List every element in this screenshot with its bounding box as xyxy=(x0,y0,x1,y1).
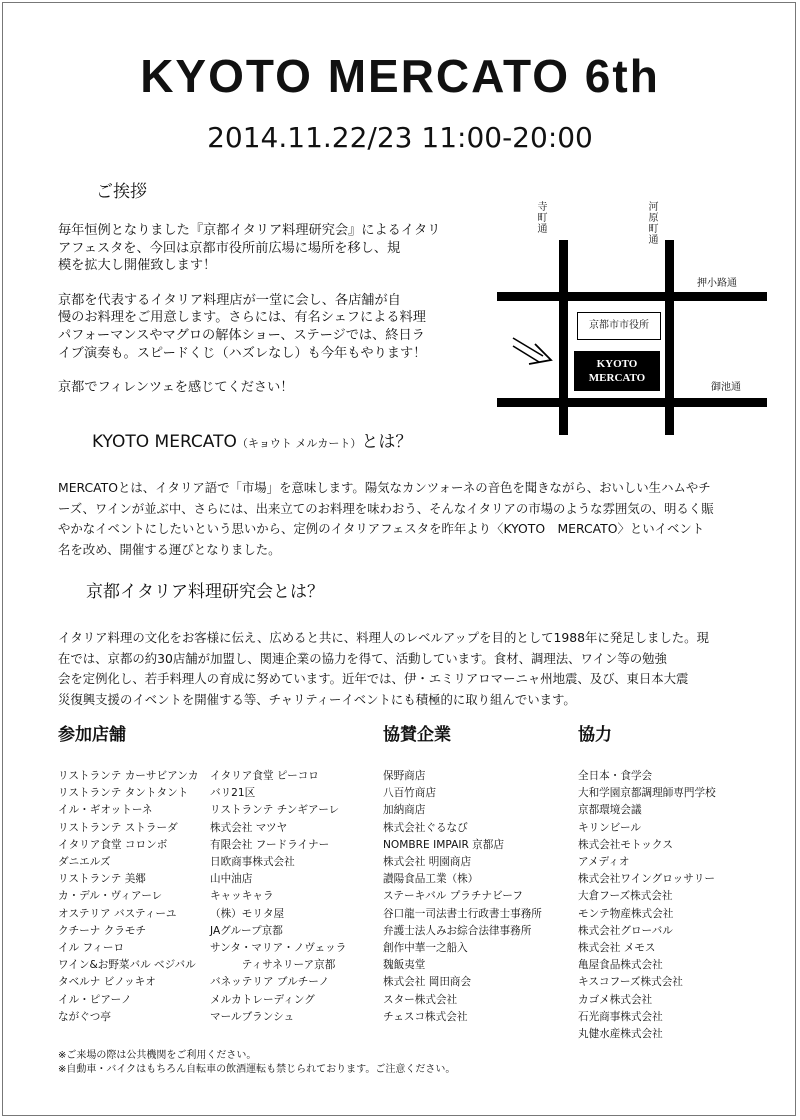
text-line: 会を定例化し、若手料理人の育成に努めています。近年では、伊・エミリアロマーニャ州地震、及び、東日本大震 xyxy=(58,671,689,686)
list-item: 保野商店 xyxy=(383,770,426,782)
list-item: メルカトレーディング xyxy=(210,993,315,1006)
text-line: 毎年恒例となりました『京都イタリア料理研究会』によるイタリ xyxy=(58,223,441,238)
text-line: 名を改め、開催する運びとなりました。 xyxy=(58,541,281,557)
list-item: カゴメ株式会社 xyxy=(578,993,653,1006)
venue-map xyxy=(497,200,767,435)
venue-name-line1: KYOTO xyxy=(596,358,638,370)
list-item: 山中油店 xyxy=(210,873,253,886)
arrow-icon xyxy=(511,332,555,366)
list-item: ワイン&お野菜バル ベジバル xyxy=(58,959,196,972)
list-item: リストランテ 美郷 xyxy=(58,873,146,886)
label-kawaramachi: 河原町通 xyxy=(648,202,659,246)
list-item: カ・デル・ヴィアーレ xyxy=(58,890,163,903)
list-item: 大和学園京都調理師専門学校 xyxy=(578,787,716,800)
list-item: 株式会社ぐるなび xyxy=(383,821,468,834)
list-item: 創作中華一之船入 xyxy=(383,942,468,955)
list-item: ティサネリーア京都 xyxy=(210,959,336,972)
list-item: 谷口龍一司法書士行政書士事務所 xyxy=(383,907,542,920)
list-item: チェスコ株式会社 xyxy=(383,1010,468,1023)
footnote: ※自動車・バイクはもちろん自転車の飲酒運転も禁じられております。ご注意ください。 xyxy=(58,1063,456,1075)
text-line: イタリア料理の文化をお客様に伝え、広めると共に、料理人のレベルアップを目的として1988年に発足しました。現 xyxy=(58,630,709,645)
list-item: 弁護士法人みお綜合法律事務所 xyxy=(383,924,532,937)
list-item: ながぐつ亭 xyxy=(58,1010,111,1023)
cooperation-title: 協力 xyxy=(578,725,612,745)
text-line: 慢のお料理をご用意します。さらには、有名シェフによる料理 xyxy=(58,310,426,326)
label-oike: 御池通 xyxy=(711,382,741,393)
participants-list-1 xyxy=(58,768,198,1026)
list-item: （株）モリタ屋 xyxy=(210,907,285,920)
footnotes xyxy=(58,1049,455,1076)
text-line: MERCATOとは、イタリア語で「市場」を意味します。陽気なカンツォーネの音色を聞きながら、おいしい生ハムやチ xyxy=(58,480,711,495)
list-item: 丸健水産株式会社 xyxy=(578,1028,663,1041)
list-item: 株式会社 メモス xyxy=(578,942,656,955)
list-item: NOMBRE IMPAIR 京都店 xyxy=(383,838,504,851)
text-line: パフォーマンスやマグロの解体ショー、ステージでは、終日ラ xyxy=(58,327,425,343)
list-item: イル フィーロ xyxy=(58,942,125,955)
list-item: 全日本・食学会 xyxy=(578,770,653,782)
list-item: 八百竹商店 xyxy=(383,787,436,800)
list-item: イル・ギオットーネ xyxy=(58,804,153,817)
list-item: バネッテリア ブルチーノ xyxy=(210,976,330,989)
text-line: 模を拡大し開催致します！ xyxy=(58,258,217,274)
list-item: ダニエルズ xyxy=(58,856,111,869)
list-item: モンテ物産株式会社 xyxy=(578,907,674,920)
list-item: キャッキャラ xyxy=(210,890,274,903)
venue-name-line2: MERCATO xyxy=(588,372,646,384)
list-item: サンタ・マリア・ノヴェッラ xyxy=(210,942,347,955)
text-line: 京都でフィレンツェを感じてください！ xyxy=(58,380,294,396)
mercato-heading xyxy=(92,431,412,455)
list-item: クチーナ クラモチ xyxy=(58,924,147,937)
list-item: 株式会社ワイングロッサリー xyxy=(578,873,715,886)
list-item: イタリア食堂 コロンボ xyxy=(58,838,168,851)
list-item: 株式会社 岡田商会 xyxy=(383,976,472,989)
list-item: リストランテ タントタント xyxy=(58,787,189,800)
list-item: 株式会社 明園商店 xyxy=(383,856,472,869)
text-line: 在では、京都の約30店舗が加盟し、関連企業の協力を得て、活動しています。食材、調理法、ワイン等の勉強 xyxy=(58,650,667,666)
list-item: イタリア食堂 ピーコロ xyxy=(210,770,319,782)
list-item: 亀屋食品株式会社 xyxy=(578,959,663,972)
list-item: 大倉フーズ株式会社 xyxy=(578,890,673,903)
greeting-paragraph-2 xyxy=(58,292,488,362)
list-item: 石光商事株式会社 xyxy=(578,1010,663,1023)
list-item: 京都環境会議 xyxy=(578,804,642,817)
participants-title: 参加店舗 xyxy=(58,725,126,745)
list-item: バリ21区 xyxy=(210,787,256,800)
list-item: 加納商店 xyxy=(383,804,426,817)
text-line: 災復興支援のイベントを開催する等、チャリティーイベントにも積極的に取り組んでいます。 xyxy=(58,691,576,707)
mercato-heading-tail: とは？ xyxy=(361,432,413,452)
list-item: 株式会社モトックス xyxy=(578,838,673,851)
list-item: スター株式会社 xyxy=(383,993,458,1006)
list-item: 讃陽食品工業（株） xyxy=(383,873,479,886)
list-item: リストランテ ストラーダ xyxy=(58,821,178,834)
list-item: 有限会社 フードライナー xyxy=(210,838,330,851)
participants-list-2 xyxy=(210,768,346,1026)
greeting-paragraph-1 xyxy=(58,222,488,275)
footnote: ※ご来場の際は公共機関をご利用ください。 xyxy=(58,1050,257,1061)
list-item: リストランテ チンギアーレ xyxy=(210,804,340,817)
list-item: 魏飯夷堂 xyxy=(383,959,426,972)
list-item: オステリア バスティーユ xyxy=(58,907,177,920)
list-item: マールブランシュ xyxy=(210,1010,295,1023)
mercato-heading-reading: （キョウト メルカート） xyxy=(236,437,362,450)
list-item: ステーキバル プラチナビーフ xyxy=(383,890,523,903)
city-hall: 京都市市役所 xyxy=(577,312,661,340)
list-item: JAグループ京都 xyxy=(210,924,283,937)
text-line: イブ演奏も。スピードくじ（ハズレなし）も今年もやります！ xyxy=(58,345,427,361)
text-line: やかなイベントにしたいという思いから、定例のイタリアフェスタを昨年より〈KYOTO MERCATO〉といイベント xyxy=(58,521,705,536)
list-item: 日欧商事株式会社 xyxy=(210,856,295,869)
mercato-description xyxy=(58,478,748,560)
label-teramachi: 寺町通 xyxy=(537,202,548,235)
event-title: KYOTO MERCATO 6th xyxy=(140,50,660,102)
label-oshikoji: 押小路通 xyxy=(697,278,737,289)
list-item: キスコフーズ株式会社 xyxy=(578,976,683,989)
mercato-heading-main: KYOTO MERCATO xyxy=(92,432,237,452)
greeting-heading: ご挨拶 xyxy=(96,182,147,202)
sponsors-title: 協賛企業 xyxy=(383,725,451,745)
event-date: 2014.11.22/23 11:00-20:00 xyxy=(207,121,593,154)
list-item: 株式会社 マツヤ xyxy=(210,821,288,834)
road-oshikoji xyxy=(497,292,767,301)
list-item: リストランテ カーサビアンカ xyxy=(58,770,199,782)
greeting-body xyxy=(58,222,488,397)
list-item: イル・ピアーノ xyxy=(58,993,132,1006)
road-oike xyxy=(497,398,767,407)
text-line: ーズ、ワインが並ぶ中、さらには、出来立てのお料理を味わおう、そんなイタリアの市場のような雰囲気の、明るく賑 xyxy=(58,500,714,516)
text-line: 京都を代表するイタリア料理店が一堂に会し、各店舗が自 xyxy=(58,292,401,308)
text-line: アフェスタを、今回は京都市役所前広場に場所を移し、規 xyxy=(58,240,401,256)
sponsors-list xyxy=(383,768,542,1026)
list-item: アメディオ xyxy=(578,856,630,869)
venue-marker xyxy=(574,351,660,391)
list-item: キリンビール xyxy=(578,821,641,834)
list-item: タベルナ ビノッキオ xyxy=(58,976,156,989)
society-description xyxy=(58,628,748,710)
cooperation-list xyxy=(578,768,716,1043)
greeting-paragraph-3 xyxy=(58,379,488,397)
list-item: 株式会社グローバル xyxy=(578,924,673,937)
society-heading: 京都イタリア料理研究会とは？ xyxy=(86,582,324,602)
